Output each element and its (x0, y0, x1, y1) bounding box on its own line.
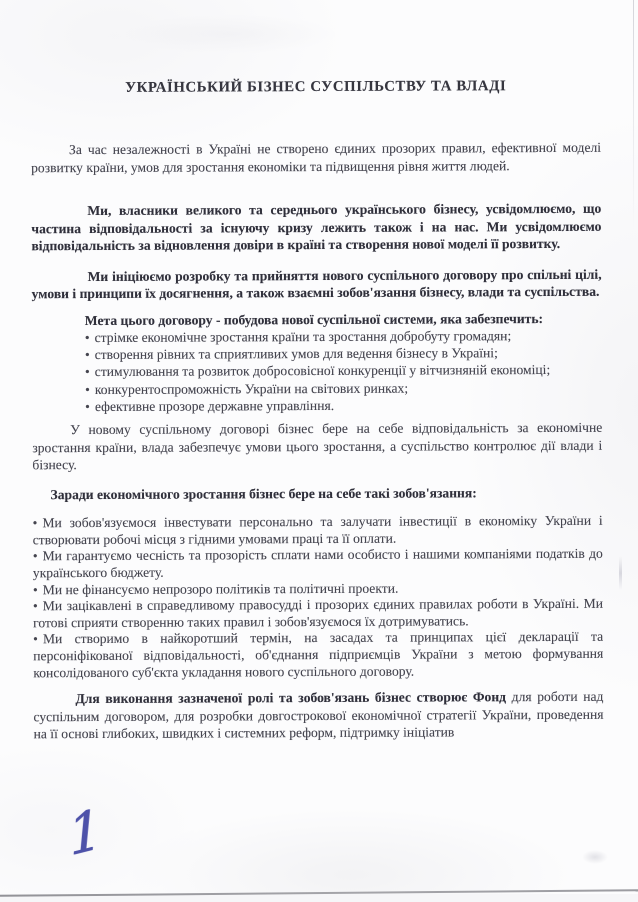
scan-smudge (120, 14, 340, 54)
bullet-icon: • (84, 329, 90, 345)
list-item (33, 513, 603, 549)
list-item (85, 361, 602, 381)
obligation-bullet-text: Ми гарантуємо чесність та прозорість сплати нами особисто і нашими компаніями податків до українського бюджету. (32, 546, 603, 581)
goal-bullet-text: стрімке економічне зростання країни та зростання добробуту громадян; (94, 327, 512, 345)
bullet-icon: • (33, 631, 38, 647)
scan-edge-right (633, 0, 634, 230)
goal-bullet-text: створення рівних та сприятливих умов для ведення бізнесу в Україні; (94, 345, 498, 363)
list-item (33, 596, 603, 632)
obligation-bullet-text: Ми зобов'язуємося інвестувати персонально та залучати інвестиції в економіку України і створювати робочі місця з гідними умовами праці та її оплати. (32, 513, 603, 548)
list-item (85, 327, 602, 347)
paragraph-final (33, 688, 603, 743)
paragraph-initiate: Ми ініціюємо розробку та прийняття нового суспільного договору про спільні цілі, умови і принципи їх досягнення, а також взаємні зобов'язання бізнесу, влади та суспільства. (31, 266, 602, 302)
final-bold-text: Для виконання зазначеної ролі та зобов'язань бізнес створює Фонд (75, 689, 507, 707)
goal-bullet-text: конкурентоспроможність України на світових ринках; (94, 380, 409, 397)
list-item (85, 344, 602, 364)
bullet-icon: • (84, 364, 90, 380)
bullet-icon: • (32, 515, 38, 531)
final-rest-text: для роботи над суспільним договором, для розробки довгострокової економічної стратегії України, проведення на її основі глибоких, швидких і системних реформ, підтримку ініціатив (33, 688, 604, 742)
goal-heading: Мета цього договору - побудова нової суспільної системи, яка забезпечить: (84, 310, 544, 328)
obligation-bullet-text: Ми не фінансуємо непрозоро політиків та політичні проекти. (42, 580, 399, 597)
obligations-section (33, 513, 604, 681)
page-number-text: 1 (65, 796, 105, 869)
bullet-icon: • (32, 581, 38, 597)
list-item (85, 396, 602, 416)
bullet-icon: • (85, 398, 90, 415)
list-item (33, 629, 603, 681)
list-item (85, 378, 602, 398)
obligation-bullet-text: Ми зацікавлені в справедливому правосудді і прозорих єдиних правилах роботи в Україні. Ми готові сприяти створенню таких правил і зобов'язуємося їх дотримуватись. (33, 596, 604, 631)
paragraph-contract: У новому суспільному договорі бізнес бере на себе відповідальність за економічне зростання країни, влада забезпечує умови цього зростання, а суспільство контролює дії влади і бізнесу. (32, 420, 603, 473)
scan-smudge (582, 850, 608, 864)
bullet-icon: • (85, 381, 90, 397)
scan-smudge (619, 556, 622, 590)
bullet-icon: • (32, 598, 38, 614)
handwritten-page-number (65, 796, 105, 869)
paragraph-owners: Ми, власники великого та середнього українського бізнесу, усвідомлюємо, що частина відповідальності за існуючу кризу лежить також і на нас. Ми усвідомлюємо відповідальність за відновлення довіри в країні та створення нової моделі її розвитку. (31, 200, 602, 254)
bullet-icon: • (84, 347, 90, 363)
paragraph-intro: За час незалежності в Україні не створено єдиних прозорих правил, ефективної моделі розвитку країни, умов для зростання економіки та підвищення рівня життя людей. (31, 139, 602, 175)
document-title: УКРАЇНСЬКИЙ БІЗНЕС СУСПІЛЬСТВУ ТА ВЛАДІ (125, 78, 507, 96)
obligation-bullet-text: Ми створимо в найкоротший термін, на засадах та принципах цієї декларації та персоніфікованої відповідальності, об'єднання підприємців України з метою формування консолідованого суб'єкта укладання нового суспільного договору. (33, 629, 604, 680)
obligations-heading: Заради економічного зростання бізнес бере на себе такі зобов'язання: (50, 485, 477, 502)
goal-bullet-text: стимулювання та розвиток добросовісної конкуренції у вітчизняній економіці; (94, 362, 551, 380)
bullet-icon: • (32, 548, 38, 564)
list-item (33, 546, 603, 582)
goal-bullet-text: ефективне прозоре державне управління. (94, 397, 335, 414)
goal-section (85, 309, 602, 415)
